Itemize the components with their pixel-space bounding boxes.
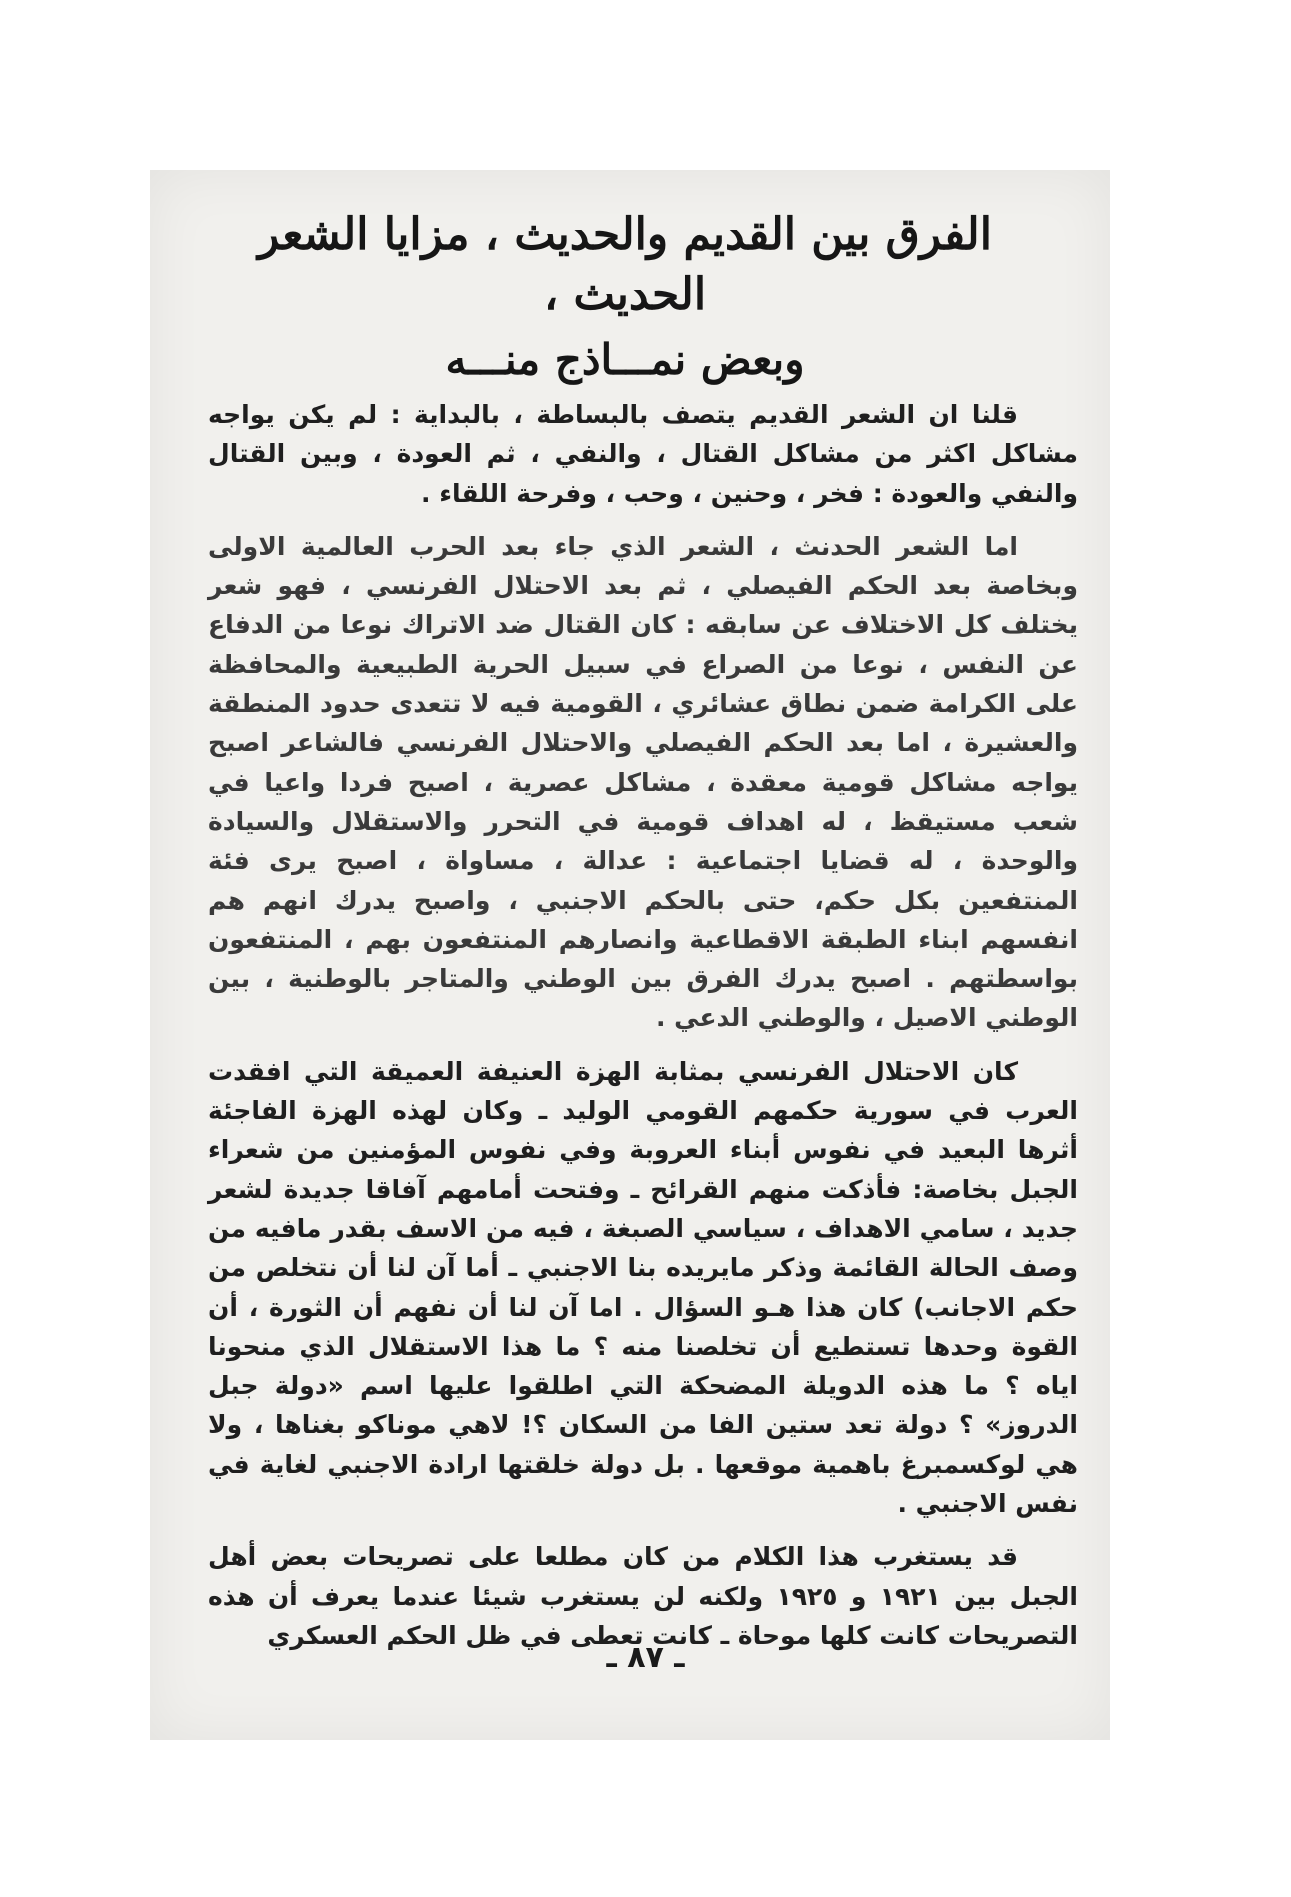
paragraph-1: قلنا ان الشعر القديم يتصف بالبساطة ، بالبداية : لم يكن يواجه مشاكل اكثر من مشاكل القتال ، والنفي ، ثم العودة ، وبين القتال والنفي والعودة : فخر ، وحنين ، وحب ، وفرحة اللقاء . bbox=[208, 400, 1078, 508]
title-line-2: وبعض نمـــاذج منـــه bbox=[445, 335, 805, 384]
paragraph-3: كان الاحتلال الفرنسي بمثابة الهزة العنيفة العميقة التي افقدت العرب في سورية حكمهم القومي الوليد ـ وكان لهذه الهزة الفاجئة أثرها البعيد في نفوس أبناء العروبة وفي نفوس المؤمنين من شعراء الجبل بخاصة: فأذكت منهم القرائح ـ وفتحت أمامهم آفاقا جديدة لشعر جديد ، سامي الاهداف ، سياسي الصبغة ، فيه من الاسف بقدر مافيه من وصف الحالة القائمة وذكر مايريده بنا الاجنبي ـ أما آن لنا أن نتخلص من حكم الاجانب) كان هذا هـو السؤال . اما آن لنا أن نفهم أن الثورة ، أن القوة وحدها تستطيع أن تخلصنا منه ؟ ما هذا الاستقلال الذي منحونا اياه ؟ ما هذه الدويلة المضحكة التي اطلقوا عليها اسم «دولة جبل الدروز» ؟ دولة تعد ستين الفا من السكان ؟! لاهي موناكو بغناها ، ولا هي لوكسمبرغ باهمية موقعها . بل دولة خلقتها ارادة الاجنبي لغاية في نفس الاجنبي . bbox=[208, 1056, 1078, 1519]
page-number: ـ ٨٧ ـ bbox=[606, 1640, 685, 1675]
chapter-title bbox=[200, 205, 1050, 395]
paragraph-2: اما الشعر الحدنث ، الشعر الذي جاء بعد الحرب العالمية الاولى وبخاصة بعد الحكم الفيصلي ، ثم بعد الاحتلال الفرنسي ، فهو شعر يختلف كل الاختلاف عن سابقه : كان القتال ضد الاتراك نوعا من الدفاع عن النفس ، نوعا من الصراع في سبيل الحرية الطبيعية والمحافظة على الكرامة ضمن نطاق عشائري ، القومية فيه لا تتعدى حدود المنطقة والعشيرة ، اما بعد الحكم الفيصلي والاحتلال الفرنسي فالشاعر اصبح يواجه مشاكل قومية معقدة ، مشاكل عصرية ، اصبح فردا واعيا في شعب مستيقظ ، له اهداف قومية في التحرر والاستقلال والسيادة والوحدة ، له قضايا اجتماعية : عدالة ، مساواة ، اصبح يرى فئة المنتفعين بكل حكم، حتى بالحكم الاجنبي ، واصبح يدرك انهم هم انفسهم ابناء الطبقة الاقطاعية وانصارهم المنتفعون بهم ، المنتفعون بواسطتهم . اصبح يدرك الفرق بين الوطني والمتاجر بالوطنية ، بين الوطني الاصيل ، والوطني الدعي . bbox=[208, 531, 1078, 1033]
body-text bbox=[208, 395, 1078, 1669]
paragraph-4: قد يستغرب هذا الكلام من كان مطلعا على تصريحات بعض أهل الجبل بين ١٩٢١ و ١٩٢٥ ولكنه لن يستغرب شيئا عندما يعرف أن هذه التصريحات كانت كلها موحاة ـ كانت تعطى في ظل الحكم العسكري bbox=[208, 1542, 1079, 1650]
title-line-1: الفرق بين القديم والحديث ، مزايا الشعر الحديث ، bbox=[258, 209, 992, 320]
